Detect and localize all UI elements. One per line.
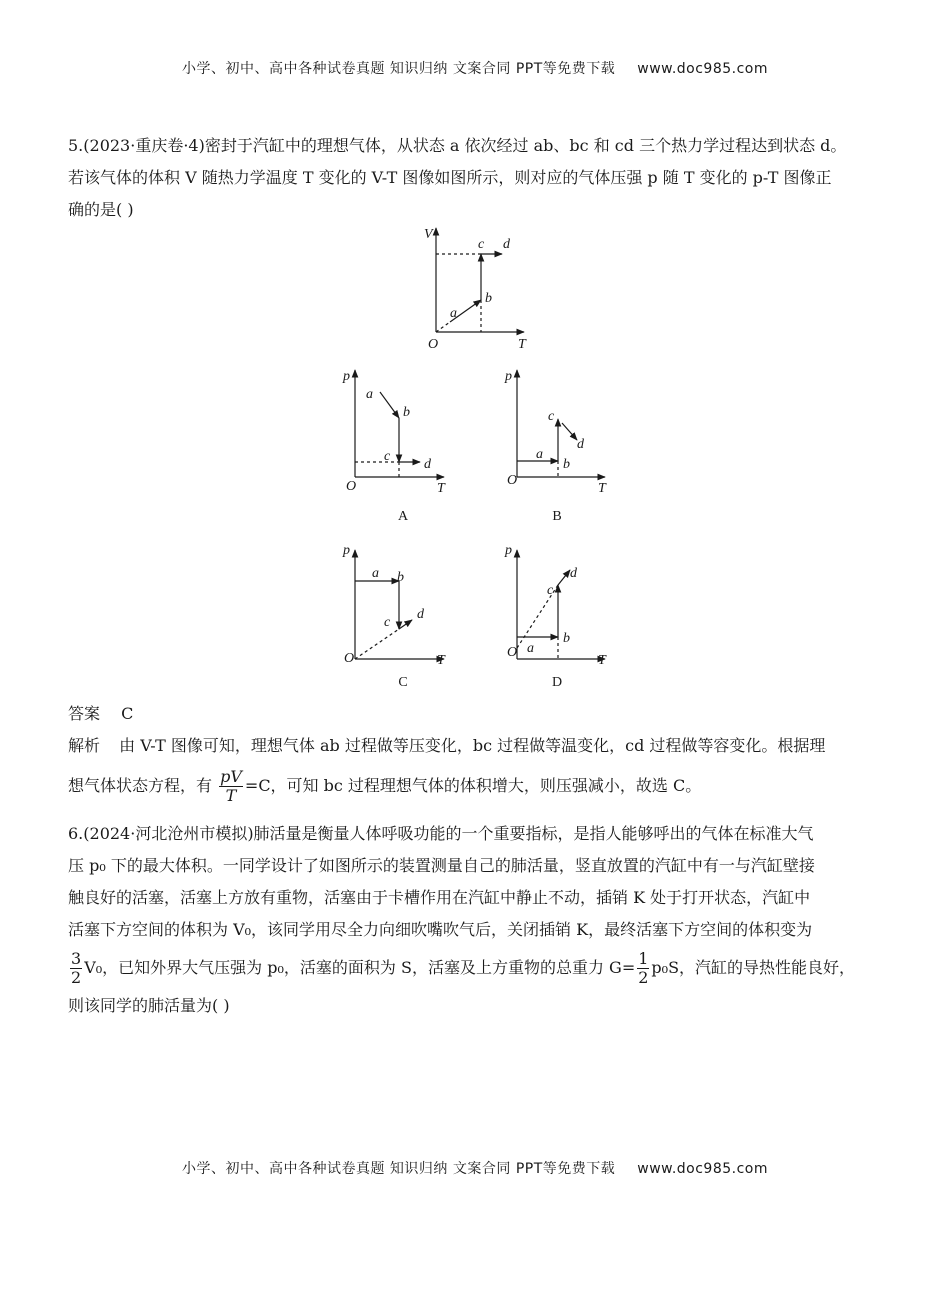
analysis-line-2-post: =C，可知 bc 过程理想气体的体积增大，则压强减小，故选 C。 bbox=[244, 776, 702, 795]
q6-line-4: 活塞下方空间的体积为 V₀，该同学用尽全力向细吹嘴吹气后，关闭插销 K，最终活塞下方空间的体积变为 bbox=[68, 920, 813, 939]
d-label-o: O bbox=[507, 645, 518, 660]
answer-label: 答案 bbox=[68, 704, 101, 723]
q5-line-1: 5.(2023·重庆卷·4)密封于汽缸中的理想气体，从状态 a 依次经过 ab、bc 和 cd 三个热力学过程达到状态 d。 bbox=[68, 136, 847, 155]
header-text: 小学、初中、高中各种试卷真题 知识归纳 文案合同 PPT等免费下载 bbox=[181, 61, 616, 77]
answer-section bbox=[68, 698, 880, 730]
q6-line-5-b: p₀S，汽缸的导热性能良好， bbox=[651, 958, 856, 977]
page-header bbox=[0, 58, 950, 78]
analysis-section bbox=[68, 730, 880, 808]
a-label-c: c bbox=[384, 449, 391, 464]
analysis-label: 解析 bbox=[68, 736, 101, 755]
b-label-d: d bbox=[577, 437, 584, 452]
vt-label-a: a bbox=[450, 306, 457, 321]
vt-oa-dashed bbox=[436, 322, 450, 332]
c-label-a: a bbox=[372, 566, 379, 581]
b-label-t: T bbox=[598, 481, 606, 496]
vt-label-b: b bbox=[485, 291, 492, 306]
page-footer bbox=[0, 1158, 950, 1178]
question-6 bbox=[68, 818, 880, 1022]
c-label-c: c bbox=[384, 615, 391, 630]
fraction-denominator: 2 bbox=[638, 968, 649, 987]
vt-label-t: T bbox=[518, 337, 526, 352]
c-label-p: p bbox=[343, 543, 350, 558]
b-label-c: c bbox=[548, 409, 555, 424]
fraction-denominator: 2 bbox=[71, 968, 82, 987]
three-halves-fraction bbox=[70, 950, 82, 987]
vt-label-c: c bbox=[478, 237, 485, 252]
q6-line-3: 触良好的活塞，活塞上方放有重物，活塞由于卡槽作用在汽缸中静止不动，插销 K 处于打开状态，汽缸中 bbox=[68, 888, 811, 907]
header-site[interactable]: www.doc985.com bbox=[637, 61, 769, 77]
option-c-label: C bbox=[398, 675, 408, 690]
fraction-numerator: 1 bbox=[638, 949, 649, 968]
option-b-label: B bbox=[552, 509, 562, 524]
a-label-p: p bbox=[343, 369, 350, 384]
a-label-d: d bbox=[424, 457, 431, 472]
a-label-o: O bbox=[346, 479, 357, 494]
q6-line-5 bbox=[68, 946, 880, 990]
question-5 bbox=[68, 130, 880, 226]
fraction-denominator: T bbox=[225, 786, 237, 805]
physics-figure bbox=[0, 222, 950, 692]
a-ab-line bbox=[380, 392, 399, 418]
d-label-a: a bbox=[527, 641, 534, 656]
q6-line-1: 6.(2024·河北沧州市模拟)肺活量是衡量人体呼吸功能的一个重要指标，是指人能够呼出的气体在标准大气 bbox=[68, 824, 814, 843]
a-label-t: T bbox=[437, 481, 445, 496]
q6-line-6: 则该同学的肺活量为( ) bbox=[68, 996, 230, 1015]
c-label-t: T bbox=[437, 653, 445, 668]
q6-line-5-a: V₀，已知外界大气压强为 p₀，活塞的面积为 S，活塞及上方重物的总重力 G= bbox=[84, 958, 636, 977]
a-label-b: b bbox=[403, 405, 410, 420]
d-label-p: p bbox=[505, 543, 512, 558]
one-half-fraction bbox=[637, 950, 649, 987]
b-label-p: p bbox=[505, 369, 512, 384]
c-label-o: O bbox=[344, 651, 355, 666]
vt-label-d: d bbox=[503, 237, 510, 252]
answer-value: C bbox=[121, 704, 134, 723]
fraction-numerator: 3 bbox=[71, 949, 82, 968]
c-label-d: d bbox=[417, 607, 424, 622]
analysis-line-1: 由 V-T 图像可知，理想气体 ab 过程做等压变化，bc 过程做等温变化，cd 过程做等容变化。根据理 bbox=[119, 736, 826, 755]
pv-over-t-fraction bbox=[219, 768, 243, 805]
vt-label-v: V bbox=[424, 227, 433, 242]
b-label-o: O bbox=[507, 473, 518, 488]
b-label-a: a bbox=[536, 447, 543, 462]
b-cd-line bbox=[562, 423, 577, 440]
d-cd-line bbox=[558, 570, 570, 585]
vt-label-o: O bbox=[428, 337, 439, 352]
c-label-b: b bbox=[397, 570, 404, 585]
footer-text: 小学、初中、高中各种试卷真题 知识归纳 文案合同 PPT等免费下载 bbox=[181, 1161, 616, 1177]
d-label-b: b bbox=[563, 631, 570, 646]
analysis-line-2-pre: 想气体状态方程，有 bbox=[68, 776, 213, 795]
d-label-t: T bbox=[598, 653, 606, 668]
footer-site[interactable]: www.doc985.com bbox=[637, 1161, 769, 1177]
q5-line-3: 确的是( ) bbox=[68, 200, 134, 219]
q5-line-2: 若该气体的体积 V 随热力学温度 T 变化的 V-T 图像如图所示，则对应的气体压强 p 随 T 变化的 p-T 图像正 bbox=[68, 168, 832, 187]
option-d-label: D bbox=[551, 675, 563, 690]
c-oc-dashed bbox=[355, 629, 399, 659]
b-label-b: b bbox=[563, 457, 570, 472]
a-label-a: a bbox=[366, 387, 373, 402]
c-cd-line bbox=[399, 620, 412, 629]
fraction-numerator: pV bbox=[220, 767, 242, 786]
d-label-d: d bbox=[570, 566, 577, 581]
d-label-c: c bbox=[547, 583, 554, 598]
q6-line-2: 压 p₀ 下的最大体积。一同学设计了如图所示的装置测量自己的肺活量，竖直放置的汽缸中有一与汽缸壁接 bbox=[68, 856, 815, 875]
option-a-label: A bbox=[397, 509, 409, 524]
